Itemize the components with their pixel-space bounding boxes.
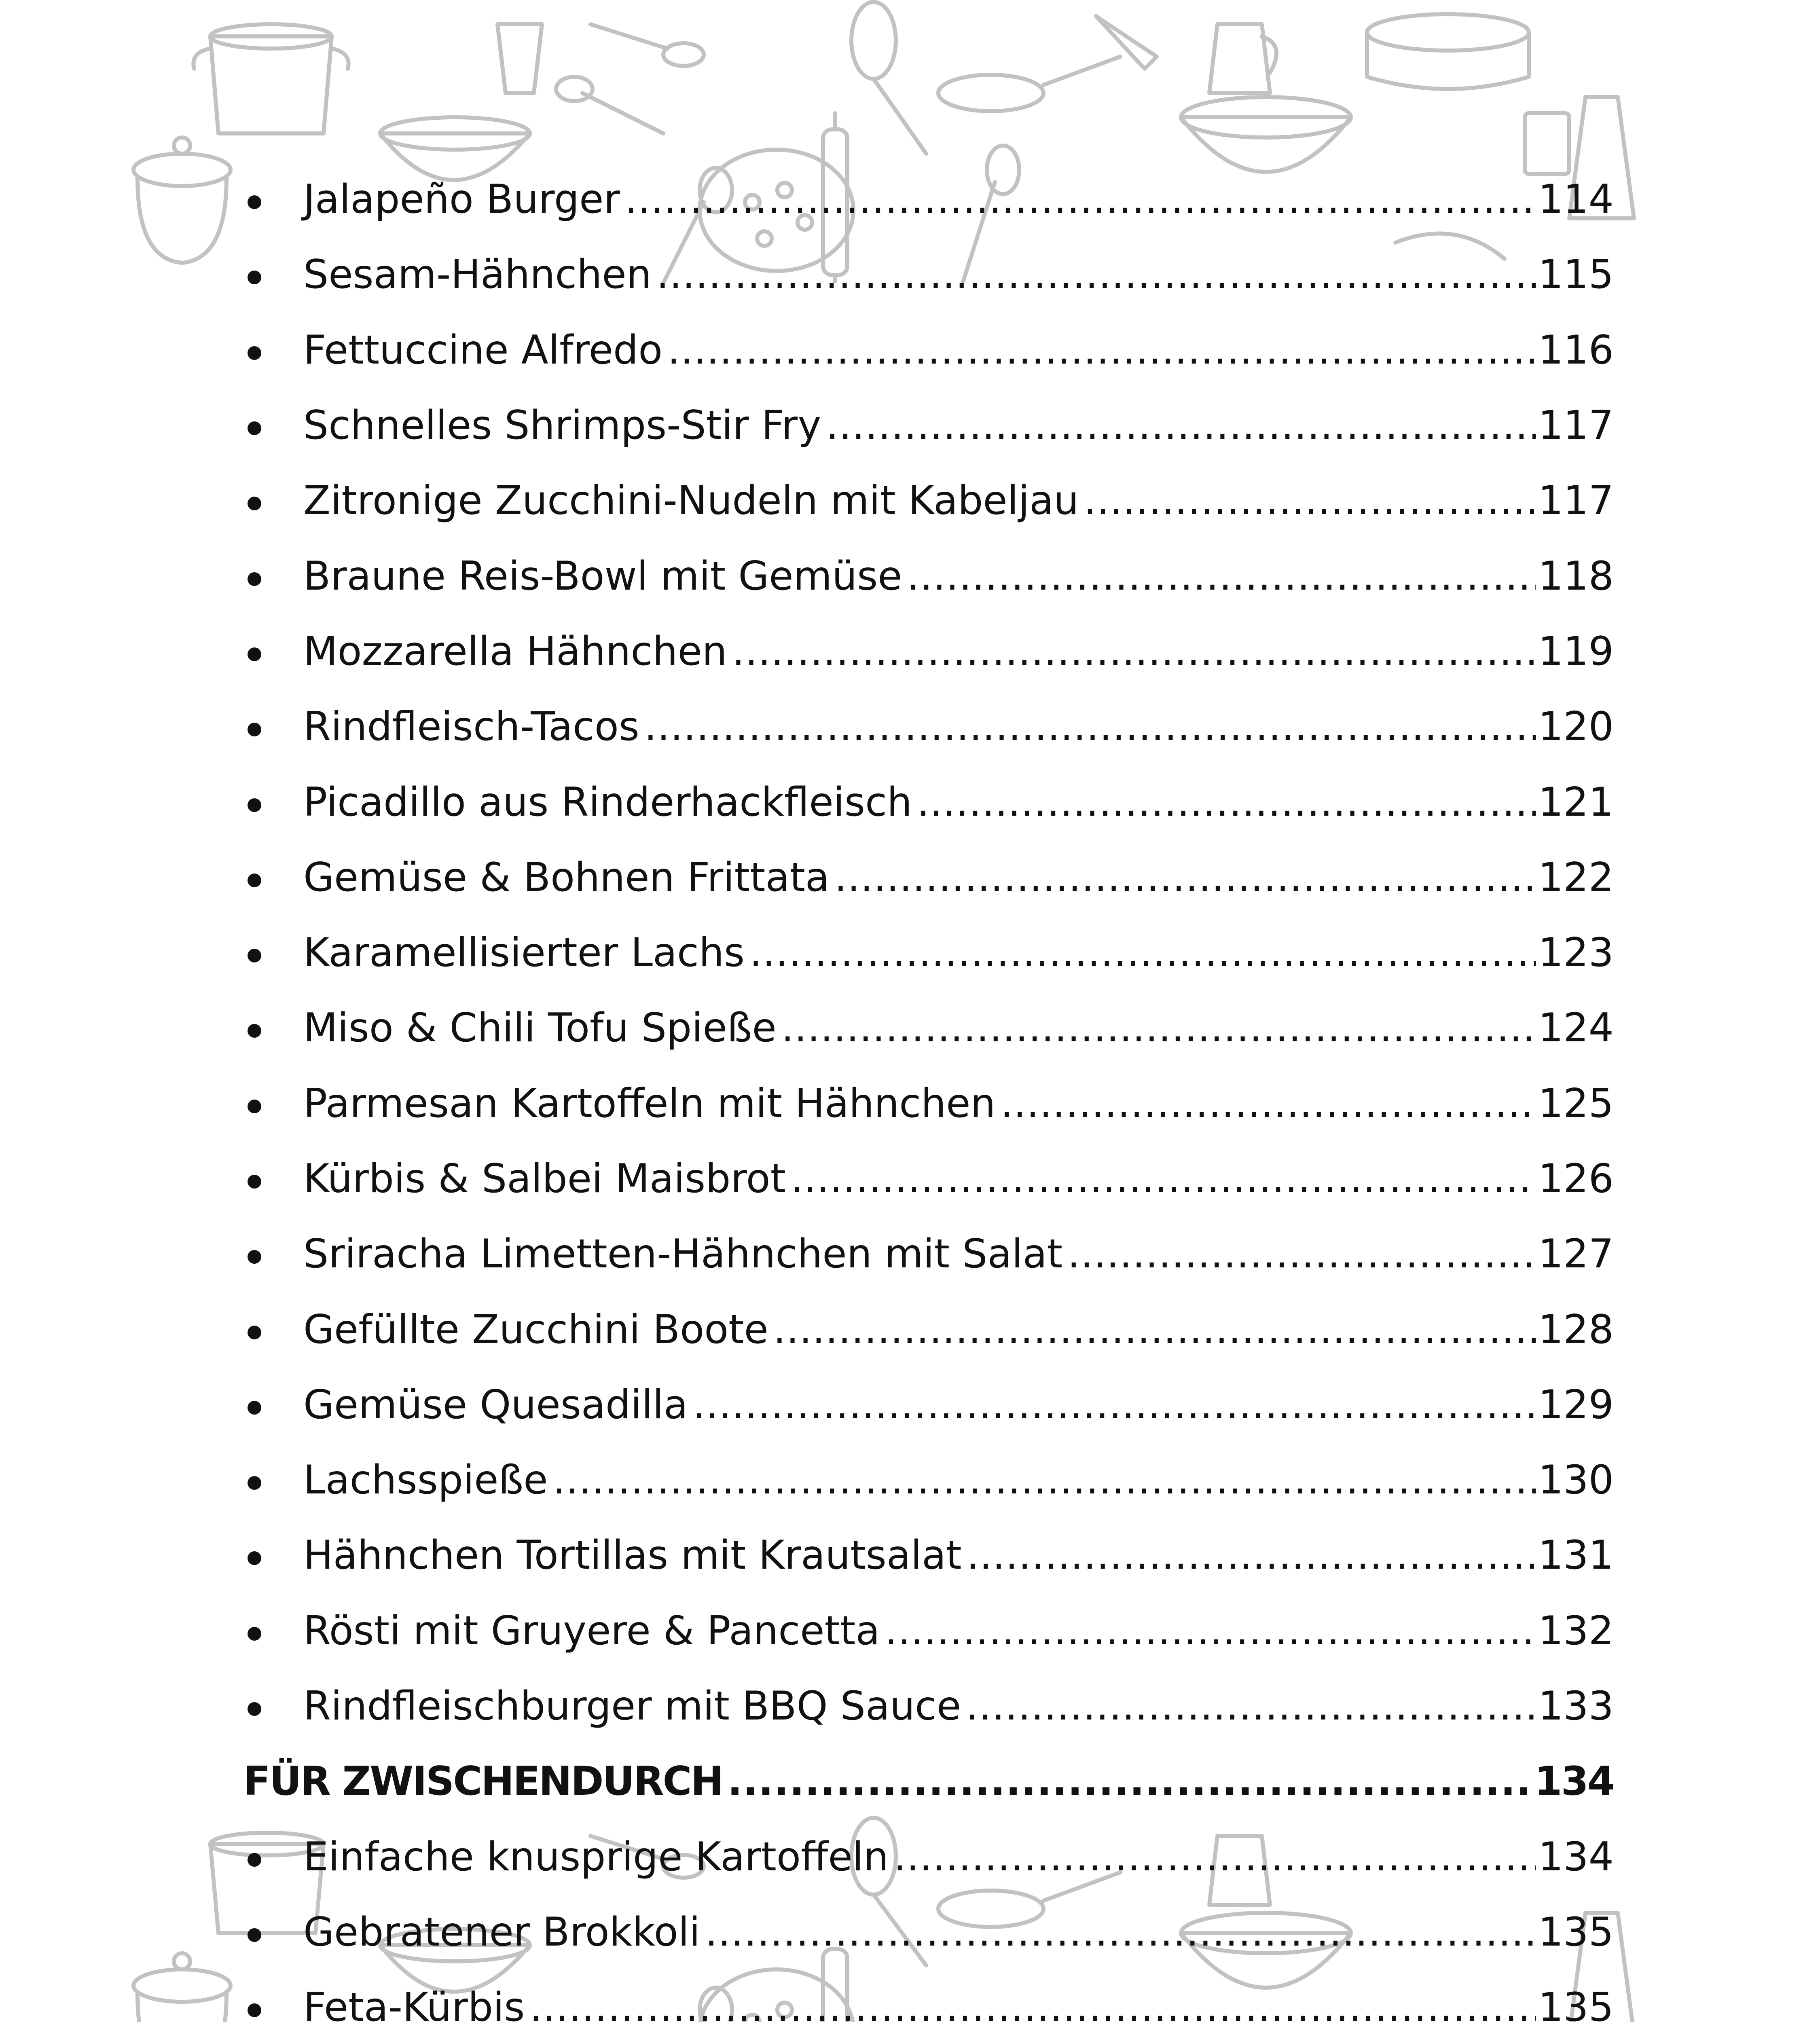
toc-entry-page-number: 129 — [1538, 1381, 1614, 1428]
toc-entry-page-number: 115 — [1538, 252, 1614, 298]
toc-entry-page-number: 127 — [1538, 1231, 1614, 1277]
bullet-icon — [248, 1928, 261, 1942]
dot-leader — [705, 1912, 1536, 1952]
toc-entry[interactable] — [239, 689, 1614, 764]
toc-entry[interactable] — [239, 388, 1614, 463]
toc-entry-title: Lachsspieße — [303, 1457, 548, 1504]
bullet-icon — [248, 1551, 261, 1565]
toc-entry-title: Rindfleisch-Tacos — [303, 704, 639, 750]
bullet-icon — [248, 1627, 261, 1641]
dot-leader — [1001, 1084, 1536, 1123]
toc-entry-page-number: 135 — [1538, 1984, 1614, 2022]
toc-entry-title: Karamellisierter Lachs — [303, 930, 745, 976]
toc-entry-page-number: 132 — [1538, 1607, 1614, 1654]
toc-entry[interactable] — [239, 1066, 1614, 1141]
toc-entry[interactable] — [239, 840, 1614, 915]
table-of-contents — [239, 162, 1614, 2022]
toc-entry-page-number: 133 — [1538, 1683, 1614, 1730]
cup-icon — [497, 24, 542, 93]
toc-entry-title: Gemüse Quesadilla — [303, 1381, 688, 1428]
toc-entry[interactable] — [239, 237, 1614, 312]
toc-entry-page-number: 124 — [1538, 1005, 1614, 1051]
dot-leader — [967, 1536, 1536, 1575]
toc-entry-page-number: 117 — [1538, 478, 1614, 524]
toc-entry-title: Fettuccine Alfredo — [303, 327, 663, 373]
lidded-pot-icon — [133, 137, 231, 263]
bowl-icon — [1181, 97, 1351, 172]
toc-entry-page-number: 135 — [1538, 1909, 1614, 1955]
toc-entry-title: Mozzarella Hähnchen — [303, 628, 727, 675]
dot-leader — [553, 1460, 1536, 1500]
dot-leader — [773, 1310, 1536, 1349]
toc-entry-title: Rindfleischburger mit BBQ Sauce — [303, 1683, 961, 1730]
toc-entry-page-number: 114 — [1538, 176, 1614, 223]
toc-entry-title: Gefüllte Zucchini Boote — [303, 1306, 768, 1353]
toc-entry[interactable] — [239, 1442, 1614, 1518]
toc-entry-title: Sriracha Limetten-Hähnchen mit Salat — [303, 1231, 1063, 1277]
toc-entry-title: Gemüse & Bohnen Frittata — [303, 854, 830, 901]
dot-leader — [732, 632, 1536, 671]
bullet-icon — [248, 1702, 261, 1716]
bullet-icon — [248, 1476, 261, 1490]
toc-entry-title: Parmesan Kartoffeln mit Hähnchen — [303, 1080, 996, 1127]
toc-entry[interactable] — [239, 313, 1614, 388]
bullet-icon — [248, 421, 261, 435]
bullet-icon — [248, 1401, 261, 1415]
dot-leader — [781, 1008, 1536, 1048]
toc-entry[interactable] — [239, 1216, 1614, 1292]
toc-entry[interactable] — [239, 1593, 1614, 1669]
bullet-icon — [248, 195, 261, 209]
dot-leader — [1084, 481, 1536, 520]
dot-leader — [826, 406, 1536, 445]
toc-entry-page-number: 128 — [1538, 1306, 1614, 1353]
toc-entry-title: Miso & Chili Tofu Spieße — [303, 1005, 777, 1051]
toc-entry-title: Hähnchen Tortillas mit Krautsalat — [303, 1532, 962, 1579]
bullet-icon — [248, 1326, 261, 1339]
jug-icon — [1209, 24, 1276, 93]
dot-leader — [625, 180, 1536, 219]
bullet-icon — [248, 723, 261, 736]
toc-entry-page-number: 134 — [1538, 1834, 1614, 1880]
dot-leader — [834, 858, 1536, 897]
toc-entry[interactable] — [239, 915, 1614, 990]
toc-entry-title: Braune Reis-Bowl mit Gemüse — [303, 553, 902, 599]
toc-entry-title: Jalapeño Burger — [303, 176, 620, 223]
bullet-icon — [248, 647, 261, 661]
dot-leader — [644, 707, 1536, 747]
toc-entry[interactable] — [239, 162, 1614, 237]
toc-entry-page-number: 116 — [1538, 327, 1614, 373]
toc-entry[interactable] — [239, 1895, 1614, 1970]
dot-leader — [529, 1988, 1536, 2022]
toc-entry[interactable] — [239, 764, 1614, 840]
dot-leader — [728, 1762, 1532, 1801]
bullet-icon — [248, 798, 261, 812]
dot-leader — [893, 1837, 1536, 1877]
pot-icon — [193, 24, 348, 133]
toc-entry-title: Picadillo aus Rinderhackfleisch — [303, 779, 912, 825]
bullet-icon — [248, 949, 261, 962]
toc-entry-page-number: 134 — [1534, 1758, 1614, 1805]
toc-entry-title: Zitronige Zucchini-Nudeln mit Kabeljau — [303, 478, 1079, 524]
dot-leader — [1067, 1234, 1536, 1274]
bullet-icon — [248, 2003, 261, 2017]
toc-entry-page-number: 130 — [1538, 1457, 1614, 1504]
bullet-icon — [248, 497, 261, 510]
lidded-pot-icon — [133, 1953, 231, 2022]
toc-entry[interactable] — [239, 1141, 1614, 1216]
bullet-icon — [248, 346, 261, 360]
toc-entry-page-number: 125 — [1538, 1080, 1614, 1127]
bullet-icon — [248, 1853, 261, 1867]
toc-entry-title: Kürbis & Salbei Maisbrot — [303, 1156, 786, 1202]
toc-entry-page-number: 126 — [1538, 1156, 1614, 1202]
toc-entry-title: Feta-Kürbis — [303, 1984, 525, 2022]
toc-entry-title: Rösti mit Gruyere & Pancetta — [303, 1607, 880, 1654]
bullet-icon — [248, 874, 261, 887]
ladle-icon — [556, 24, 704, 133]
dot-leader — [656, 255, 1536, 294]
toc-entry-page-number: 120 — [1538, 704, 1614, 750]
spatula-icon — [938, 57, 1120, 111]
bullet-icon — [248, 1024, 261, 1038]
whisk-icon — [851, 2, 926, 154]
dot-leader — [667, 330, 1536, 370]
toc-entry[interactable] — [239, 463, 1614, 538]
bullet-icon — [248, 1100, 261, 1113]
toc-entry-page-number: 131 — [1538, 1532, 1614, 1579]
cake-tin-icon — [1367, 14, 1529, 89]
toc-entry[interactable] — [239, 538, 1614, 613]
toc-entry[interactable] — [239, 1819, 1614, 1895]
toc-entry-page-number: 118 — [1538, 553, 1614, 599]
toc-entry-page-number: 123 — [1538, 930, 1614, 976]
bullet-icon — [248, 1250, 261, 1264]
toc-entry[interactable] — [239, 990, 1614, 1066]
dot-leader — [917, 783, 1536, 822]
toc-entry-page-number: 121 — [1538, 779, 1614, 825]
toc-entry-page-number: 119 — [1538, 628, 1614, 675]
toc-entry-page-number: 117 — [1538, 402, 1614, 449]
dot-leader — [966, 1686, 1536, 1726]
toc-entry[interactable] — [239, 1518, 1614, 1593]
toc-entry[interactable] — [239, 1970, 1614, 2022]
toc-entry-title: FÜR ZWISCHENDURCH — [243, 1758, 723, 1805]
toc-entry[interactable] — [239, 614, 1614, 689]
dot-leader — [907, 556, 1536, 596]
bullet-icon — [248, 1175, 261, 1189]
toc-entry-title: Einfache knusprige Kartoffeln — [303, 1834, 889, 1880]
dot-leader — [749, 933, 1536, 973]
toc-entry[interactable] — [239, 1669, 1614, 1744]
toc-entry[interactable] — [239, 1367, 1614, 1442]
toc-entry-title: Schnelles Shrimps-Stir Fry — [303, 402, 821, 449]
toc-entry-title: Gebratener Brokkoli — [303, 1909, 700, 1955]
dot-leader — [693, 1385, 1536, 1425]
toc-entry-title: Sesam-Hähnchen — [303, 252, 652, 298]
dot-leader — [791, 1159, 1536, 1199]
dot-leader — [885, 1611, 1536, 1651]
toc-entry[interactable] — [239, 1292, 1614, 1367]
toc-entry-page-number: 122 — [1538, 854, 1614, 901]
bullet-icon — [248, 271, 261, 284]
bullet-icon — [248, 572, 261, 586]
toc-section-heading[interactable] — [239, 1744, 1614, 1819]
